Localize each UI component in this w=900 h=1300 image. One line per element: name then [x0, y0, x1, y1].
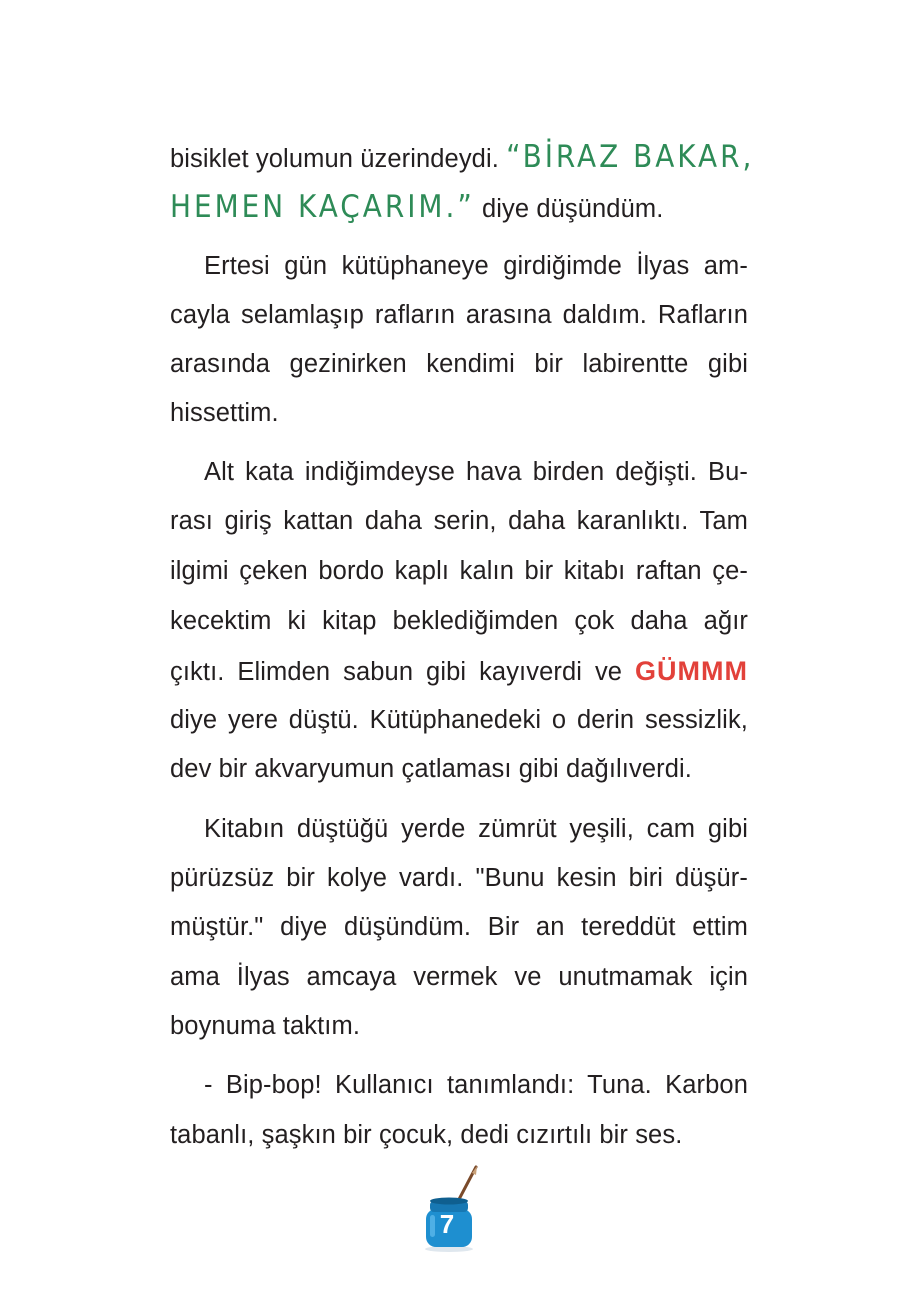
thought-shout-green: HEMEN KAÇARIM.”: [170, 189, 475, 225]
text-line: Kitabın düştüğü yerde zümrüt yeşili, cam gibi: [204, 815, 748, 843]
text-line: arasında gezinirken kendimi bir labirentte gibi: [170, 350, 748, 378]
page-number-badge: [416, 1165, 486, 1255]
text-line: dev bir akvaryumun çatlaması gibi dağılıverdi.: [170, 755, 692, 783]
text-line: kecektim ki kitap beklediğimden çok daha ağır: [170, 607, 748, 635]
text-line: diye yere düştü. Kütüphanedeki o derin sessizlik,: [170, 706, 748, 734]
text-line: [170, 139, 755, 176]
narration-text: çıktı. Elimden sabun gibi kayıverdi ve: [170, 658, 636, 686]
text-line: rası giriş kattan daha serin, daha karanlıktı. Tam: [170, 507, 748, 535]
narration-text: bisiklet yolumun üzerindeydi.: [170, 145, 507, 173]
narration-text: diye düşündüm.: [474, 195, 664, 223]
text-line: ilgimi çeken bordo kaplı kalın bir kitabı raftan çe-: [170, 557, 748, 585]
thought-shout-green: “BİRAZ BAKAR,: [506, 139, 755, 175]
text-line: Ertesi gün kütüphaneye girdiğimde İlyas am-: [204, 252, 748, 280]
text-line: [170, 190, 663, 226]
text-line: - Bip-bop! Kullanıcı tanımlandı: Tuna. Karbon: [204, 1071, 748, 1099]
text-line: ama İlyas amcaya vermek ve unutmamak için: [170, 963, 748, 991]
sound-effect-red: GÜMMM: [635, 656, 748, 686]
text-line: pürüzsüz bir kolye vardı. "Bunu kesin biri düşür-: [170, 864, 748, 892]
text-line: tabanlı, şaşkın bir çocuk, dedi cızırtılı bir ses.: [170, 1121, 683, 1149]
text-line: hissettim.: [170, 399, 279, 427]
text-line: [170, 654, 748, 689]
text-line: müştür." diye düşündüm. Bir an tereddüt ettim: [170, 913, 748, 941]
text-line: Alt kata indiğimdeyse hava birden değişti. Bu-: [204, 458, 748, 486]
text-line: cayla selamlaşıp rafların arasına daldım. Rafların: [170, 301, 748, 329]
text-line: boynuma taktım.: [170, 1012, 360, 1040]
page-number: 7: [439, 1209, 455, 1239]
